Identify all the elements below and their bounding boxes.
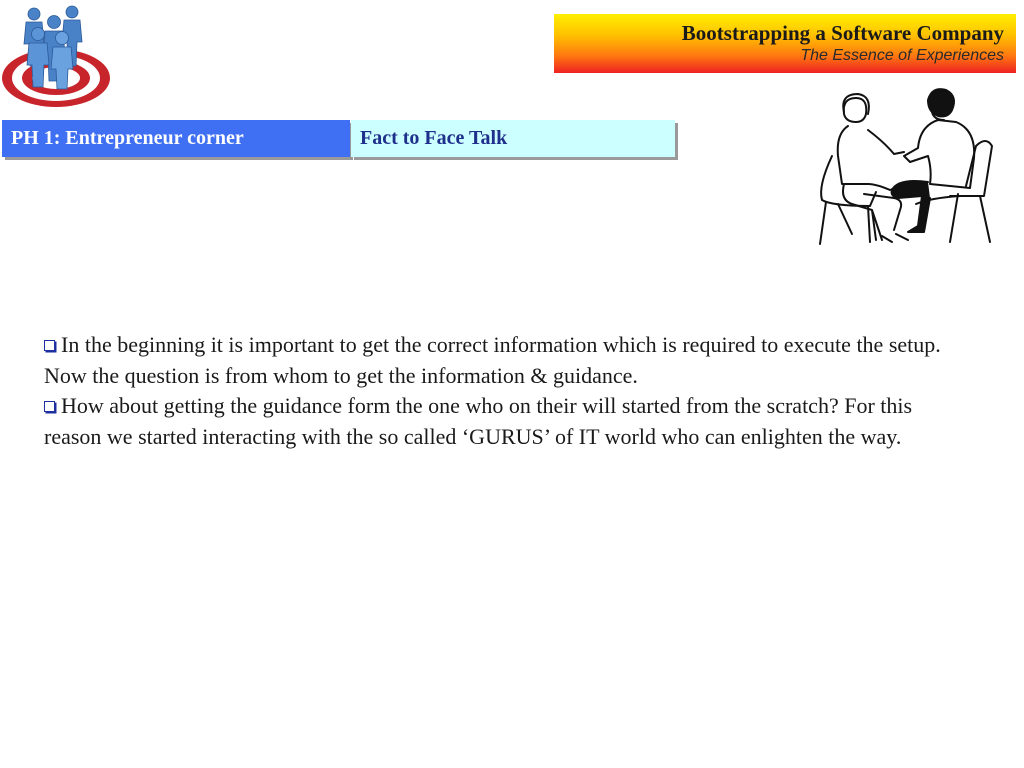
two-people-talking-icon — [808, 86, 1000, 248]
bullet-text: In the beginning it is important to get the correct information which is required to execute the setup. Now the question is from whom to get the information & guidance. — [44, 332, 941, 388]
presentation-title: Bootstrapping a Software Company — [681, 21, 1004, 45]
checkbox-bullet-icon — [44, 340, 55, 351]
tab-entrepreneur-corner: PH 1: Entrepreneur corner — [2, 120, 350, 157]
tab-fact-to-face-talk: Fact to Face Talk — [351, 120, 675, 157]
presentation-subtitle: The Essence of Experiences — [800, 47, 1004, 64]
bullet-item — [44, 391, 964, 452]
bullet-item — [44, 330, 964, 391]
bullet-text: How about getting the guidance form the one who on their will started from the scratch? For this reason we started interacting with the so called ‘GURUS’ of IT world who can enlighten the way. — [44, 393, 913, 449]
section-tab-bar — [2, 120, 677, 158]
slide-body — [44, 330, 964, 452]
team-target-icon — [0, 0, 115, 112]
title-banner — [554, 14, 1016, 73]
conversation-illustration — [808, 86, 1000, 248]
logo — [0, 0, 115, 112]
checkbox-bullet-icon — [44, 401, 55, 412]
